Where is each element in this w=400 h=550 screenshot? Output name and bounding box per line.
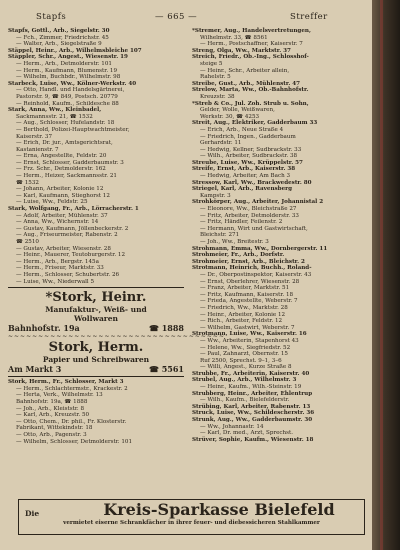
ornament-divider: ~~~~~~~~~~~~~~~~~~~~~~~~~~~~~~~~~~~~ [8,333,225,341]
directory-entry: Streube, Luise, Ww., Krüppelstr. 57 [192,159,303,166]
directory-entry: Strohkörper, Aug., Arbeiter, Johannistal 2 [192,199,324,206]
ad-divider [8,376,184,377]
directory-entry: — Dr., Oberpostinspektor, Kaiserstr. 43 [200,271,312,278]
directory-entry: — Ww., Johannastr. 14 [200,423,264,430]
ad-address-row [8,364,184,374]
directory-entry: — Fritz, Händler, Feilenstr. 2 [200,219,283,226]
directory-entry: Strüver, Sophie, Kaufm., Wiesenstr. 18 [192,436,314,443]
directory-entry: — Heinr., Schr., Arbeiter allein, [200,67,290,74]
directory-entry: — Wilhelm, Schlosser, Detmolderstr. 101 [16,438,133,445]
directory-entry: steige 5 [200,60,223,67]
ad-address: Am Markt 3 [8,364,62,375]
directory-entry: — Aug., Friseurmeister, Rabenstr. 2 [16,232,118,239]
left-entries-after [8,379,184,445]
directory-entry: Kreuzstr. 38 [200,93,235,100]
directory-entry: Bahnhofstr. 19a, ☎ 1888 [16,398,88,405]
directory-entry: Werkstr. 30, ☎ 4253 [200,113,260,120]
directory-entry: — Frz. Schr., Detmolderstr. 162 [16,166,106,173]
directory-entry: Stapfs, Gottl., Arb., Siegelstr. 30 [8,28,110,34]
banner-prefix: Die [25,509,40,518]
directory-entry: — Ernst, Schlosser, Gadderbaumstr. 3 [16,159,124,166]
directory-entry: Streng, Olga, Ww., Marktstr. 37 [192,47,291,54]
directory-entry: — Rich., Arbeiter, Feldstr. 12 [200,318,283,325]
page-header [0,12,372,24]
directory-entry: Rahelstr. 5 [200,74,231,81]
left-entries [8,28,184,285]
ad-line: Wollwaren [73,314,118,324]
page-number: — 665 — [155,12,198,22]
directory-entry: — Herm., Schlosser, Schubertstr. 26 [16,271,120,278]
directory-entry: ☎ 1532 [16,179,39,186]
directory-entry: — Friedrich, Ww., Marktstr. 28 [200,304,288,311]
book-spine [372,0,400,550]
directory-entry: Streit, Aug., Elektriker, Gadderbaum 33 [192,120,318,127]
directory-entry: — Helene, Ww., Siegfriedstr. 52 [200,344,291,351]
directory-entry: Strohmeier, Ernst, Arb., Bleichstr. 2 [192,258,305,265]
ad-phone: ☎ 1888 [148,323,184,334]
directory-entry: Stark, Anna, Ww., Kleinbadel, [8,107,102,114]
directory-entry: Striegel, Karl, Arb., Ravensberg [192,186,292,193]
directory-entry: — Luise, Ww., Niederwall 5 [16,278,95,285]
directory-entry: Stressow, Karl, Ww., Brackwedestr. 80 [192,179,312,186]
directory-entry: Kampstr. 3 [200,192,231,199]
directory-entry: — Berthold, Polizei-Hauptwachtmeister, [16,126,130,133]
directory-entry: *Stremer, Aug., Handelsvertretungen, [192,28,311,34]
directory-entry: *Streb & Co., Jul. Zoh. Strub u. Sohn, [192,100,309,107]
directory-entry: Strunk, Aug., Ww., Gadderbaumstr. 30 [192,417,313,424]
directory-entry: Strohmann, Emma, Ww., Dornbergerstr. 11 [192,245,328,252]
ad-name: *Stork, Heinr. [45,290,147,306]
directory-entry: — Eleonore, Ww., Bleichstraße 27 [200,206,297,213]
directory-entry: — Luise, Ww., Feldstr. 25 [16,199,88,206]
directory-entry: — Joh., Ww., Breitestr. 3 [200,239,269,245]
directory-entry: — Karl, Kaufmann, Stieghorst 12 [16,192,110,199]
directory-entry: Pastorstr. 9, ☎ 849, Postsch. 20779 [16,93,118,100]
directory-entry: — Otto, Arb., Pagenstr. 3 [16,431,87,438]
directory-entry: — Herm., Arb., Detmolderstr. 101 [16,60,112,67]
directory-entry: — Paul, Zahnarzt, Obernstr. 15 [200,351,288,358]
directory-entry: — Hermann, Wirt und Gastwirtschaft, [200,225,308,232]
directory-entry: Stäppler, Schr., Angest., Wiesenstr. 19 [8,54,128,61]
directory-entry: — Karl, Dr. med., Arzt, Sprechst. [200,430,294,437]
directory-entry: — Herm., Kaufmann, Blumenstr. 19 [16,67,118,74]
directory-entry: — Erich, Arb., Neue Straße 4 [200,126,284,133]
directory-entry: — Heinr., Kaufm., Wilh.-Steinstr. 19 [200,384,302,391]
directory-entry: Stark, Wolfgang, Fr., Arb., Lörracherstr. 1 [8,206,139,213]
directory-entry: Strubbe, Fr., Arbeiterin, Kaiserstr. 40 [192,370,310,377]
banner-title: Kreis-Sparkasse Bielefeld [103,500,335,519]
directory-entry: Strotmann, Heinrich, Buchh., Roland- [192,265,312,272]
directory-entry: — Heinr., Mauerer, Teutoburgerstr. 12 [16,252,126,259]
directory-entry: Starbeck, Luise, Ww., Kölner-Werkstr. 40 [8,80,137,87]
directory-entry: — Gustav, Arbeiter, Wiesenstr. 28 [16,245,111,252]
directory-entry: — Herta, Verk., Wilhelmstr. 13 [16,392,103,399]
directory-entry: Bleichstr. 271 [200,232,240,239]
directory-entry: — Otto, Handl. und Handelsgärtnerei, [16,87,125,94]
directory-entry: Stork, Herm., Fr., Schlosser, Markt 3 [8,379,124,386]
banner-subtitle: vermietet eiserne Schrankfächer in ihrer feuer- und diebessicheren Stahlkammer [63,520,320,526]
directory-entry: Streibe, Gust., Arb., Mühlenstr. 47 [192,80,301,87]
directory-entry: — Erich, Dr. jur., Amtsgerichtsrat, [16,140,113,147]
directory-entry: Kaiserstr. 37 [16,133,53,140]
directory-entry: Strübing, Karl, Arbeiter, Rabenstr. 13 [192,403,311,410]
directory-entry: — Fritz, Arbeiter, Detmolderstr. 33 [200,212,299,219]
ad-stork-herm [8,340,184,374]
header-left: Stapfs [36,12,67,22]
header-right: Streffer [290,12,328,22]
directory-entry: — Ww., Arbeiterin, Stapenhorst 43 [200,337,299,344]
ad-phone: ☎ 5561 [148,364,184,375]
ad-divider [8,287,184,288]
directory-entry: — Fritz, Kaufmann, Kaiserstr. 18 [200,291,294,298]
ad-line: Manufaktur-, Weiß- und [45,305,147,315]
directory-entry: Strotmann, Luise, Ww., Kaiserstr. 16 [192,331,307,338]
ad-name: Stork, Herm. [48,340,144,356]
directory-entry: Gelder, Wolle, Weißwaren, [200,107,275,114]
ad-address: Bahnhofstr. 19a [8,323,80,334]
directory-entry: — Hedwig, Kellner, Sudbrackstr. 33 [200,146,302,153]
directory-entry: — Herm., Schlachtermstr., Krackestr. 2 [16,385,128,392]
directory-entry: — Wilh., Arbeiter, Sudbrackstr. 38 [200,153,298,160]
directory-entry: — Wilhelm, Buchbdr., Wilhelmstr. 98 [16,74,121,81]
directory-entry: Strubel, Aug., Arb., Wilhelmstr. 3 [192,377,297,384]
directory-entry: Wilhelmstr. 33, ☎ 8561 [200,34,268,41]
directory-entry: — Hedwig, Arbeiter, Am Bach 3 [200,173,291,180]
directory-entry: — Herm., Postschaffner, Kaiserstr. 7 [200,41,303,48]
directory-entry: ☎ 2510 [16,239,39,245]
directory-entry: Struck, Luise, Ww., Schildescherstr. 36 [192,410,315,417]
directory-entry: Strubberg, Heinr., Arbeiter, Ehlentrup [192,390,313,397]
directory-entry: — Joh., Arb., Kleiststr. 8 [16,405,85,412]
directory-entry: — Walter, Arb., Siegelstraße 9 [16,41,102,48]
directory-entry: — Reinhold, Kaufm., Schildesche 88 [16,100,119,107]
directory-entry: — Fch., Zimmer, Friedrichstr. 45 [16,34,109,41]
directory-entry: Sackmannsstr. 21, ☎ 1532 [16,113,93,120]
directory-entry: Kastanienstr. 7 [16,146,59,153]
sparkasse-banner [18,499,365,535]
directory-entry: — Gustav, Kaufmann, Jöllenbeckerstr. 2 [16,225,129,232]
directory-entry: — Frieda, Angestellte, Weberstr. 7 [200,298,298,305]
directory-entry: Ruf 2500, Sprechst. 9–1, 3–6 [200,357,282,364]
directory-entry: — Karl, Arb., Kreuzstr. 50 [16,412,90,419]
directory-entry: — Friedrich, Ingen., Gadderbaum [200,133,296,140]
directory-entry: — Franz, Arbeiter, Marktstr. 51 [200,285,290,292]
ad-stork-heinr [8,290,184,333]
directory-entry: Stäppel, Heinr., Arb., Wilhelmsbleiche 107 [8,47,142,54]
directory-entry: — Otto, Chem., Dr. phil., Fr. Klosterstr. [16,418,127,425]
directory-entry: — Herm., Friseur, Marktstr. 33 [16,265,104,272]
directory-entry: — Wilhelm, Gastwirt, Weberstr. 7 [200,324,295,331]
directory-entry: — Ernst, Oberlehrer, Wiesenstr. 28 [200,278,300,285]
directory-entry: — Anna, Ww., Wichernstr. 14 [16,219,99,226]
ad-address-row [8,323,184,333]
directory-entry: — Heinr., Arbeiter, Kolonie 12 [200,311,286,318]
directory-entry: — Aug., Schlosser, Hufelandstr. 18 [16,120,115,127]
directory-entry: — Johann, Arbeiter, Kolonie 12 [16,186,104,193]
directory-entry: — Willi, Angest., Kurze Straße 8 [200,364,292,371]
ad-line: Papier und Schreibwaren [42,355,150,365]
directory-entry: Streich, Friedr., Ob.-Ing., Schlosshof- [192,54,309,61]
directory-entry: — Adolf, Arbeiter, Mühlenstr. 37 [16,212,108,219]
directory-entry: — Wilh., Kaufm., Bielefelderstr. [200,397,290,404]
directory-entry: — Erna, Angestellte, Feldstr. 20 [16,153,107,160]
directory-entry: — Herm., Arb., Bergstr. 145a [16,258,99,265]
right-column [192,28,368,443]
directory-entry: Strohmeier, Fr., Arb., Dorfstr. [192,252,285,259]
directory-entry: Gerhardstr. 11 [200,140,242,147]
directory-entry: Strelow, Marta, Ww., Ob.-Bahnhofstr. [192,87,309,94]
directory-entry: Streife, Ernst, Arb., Kaiserstr. 38 [192,166,296,173]
directory-entry: — Herm., Heizer, Sackmannsstr. 21 [16,173,117,180]
directory-entry: Fabrikant, Wittekindstr. 18 [16,425,93,432]
